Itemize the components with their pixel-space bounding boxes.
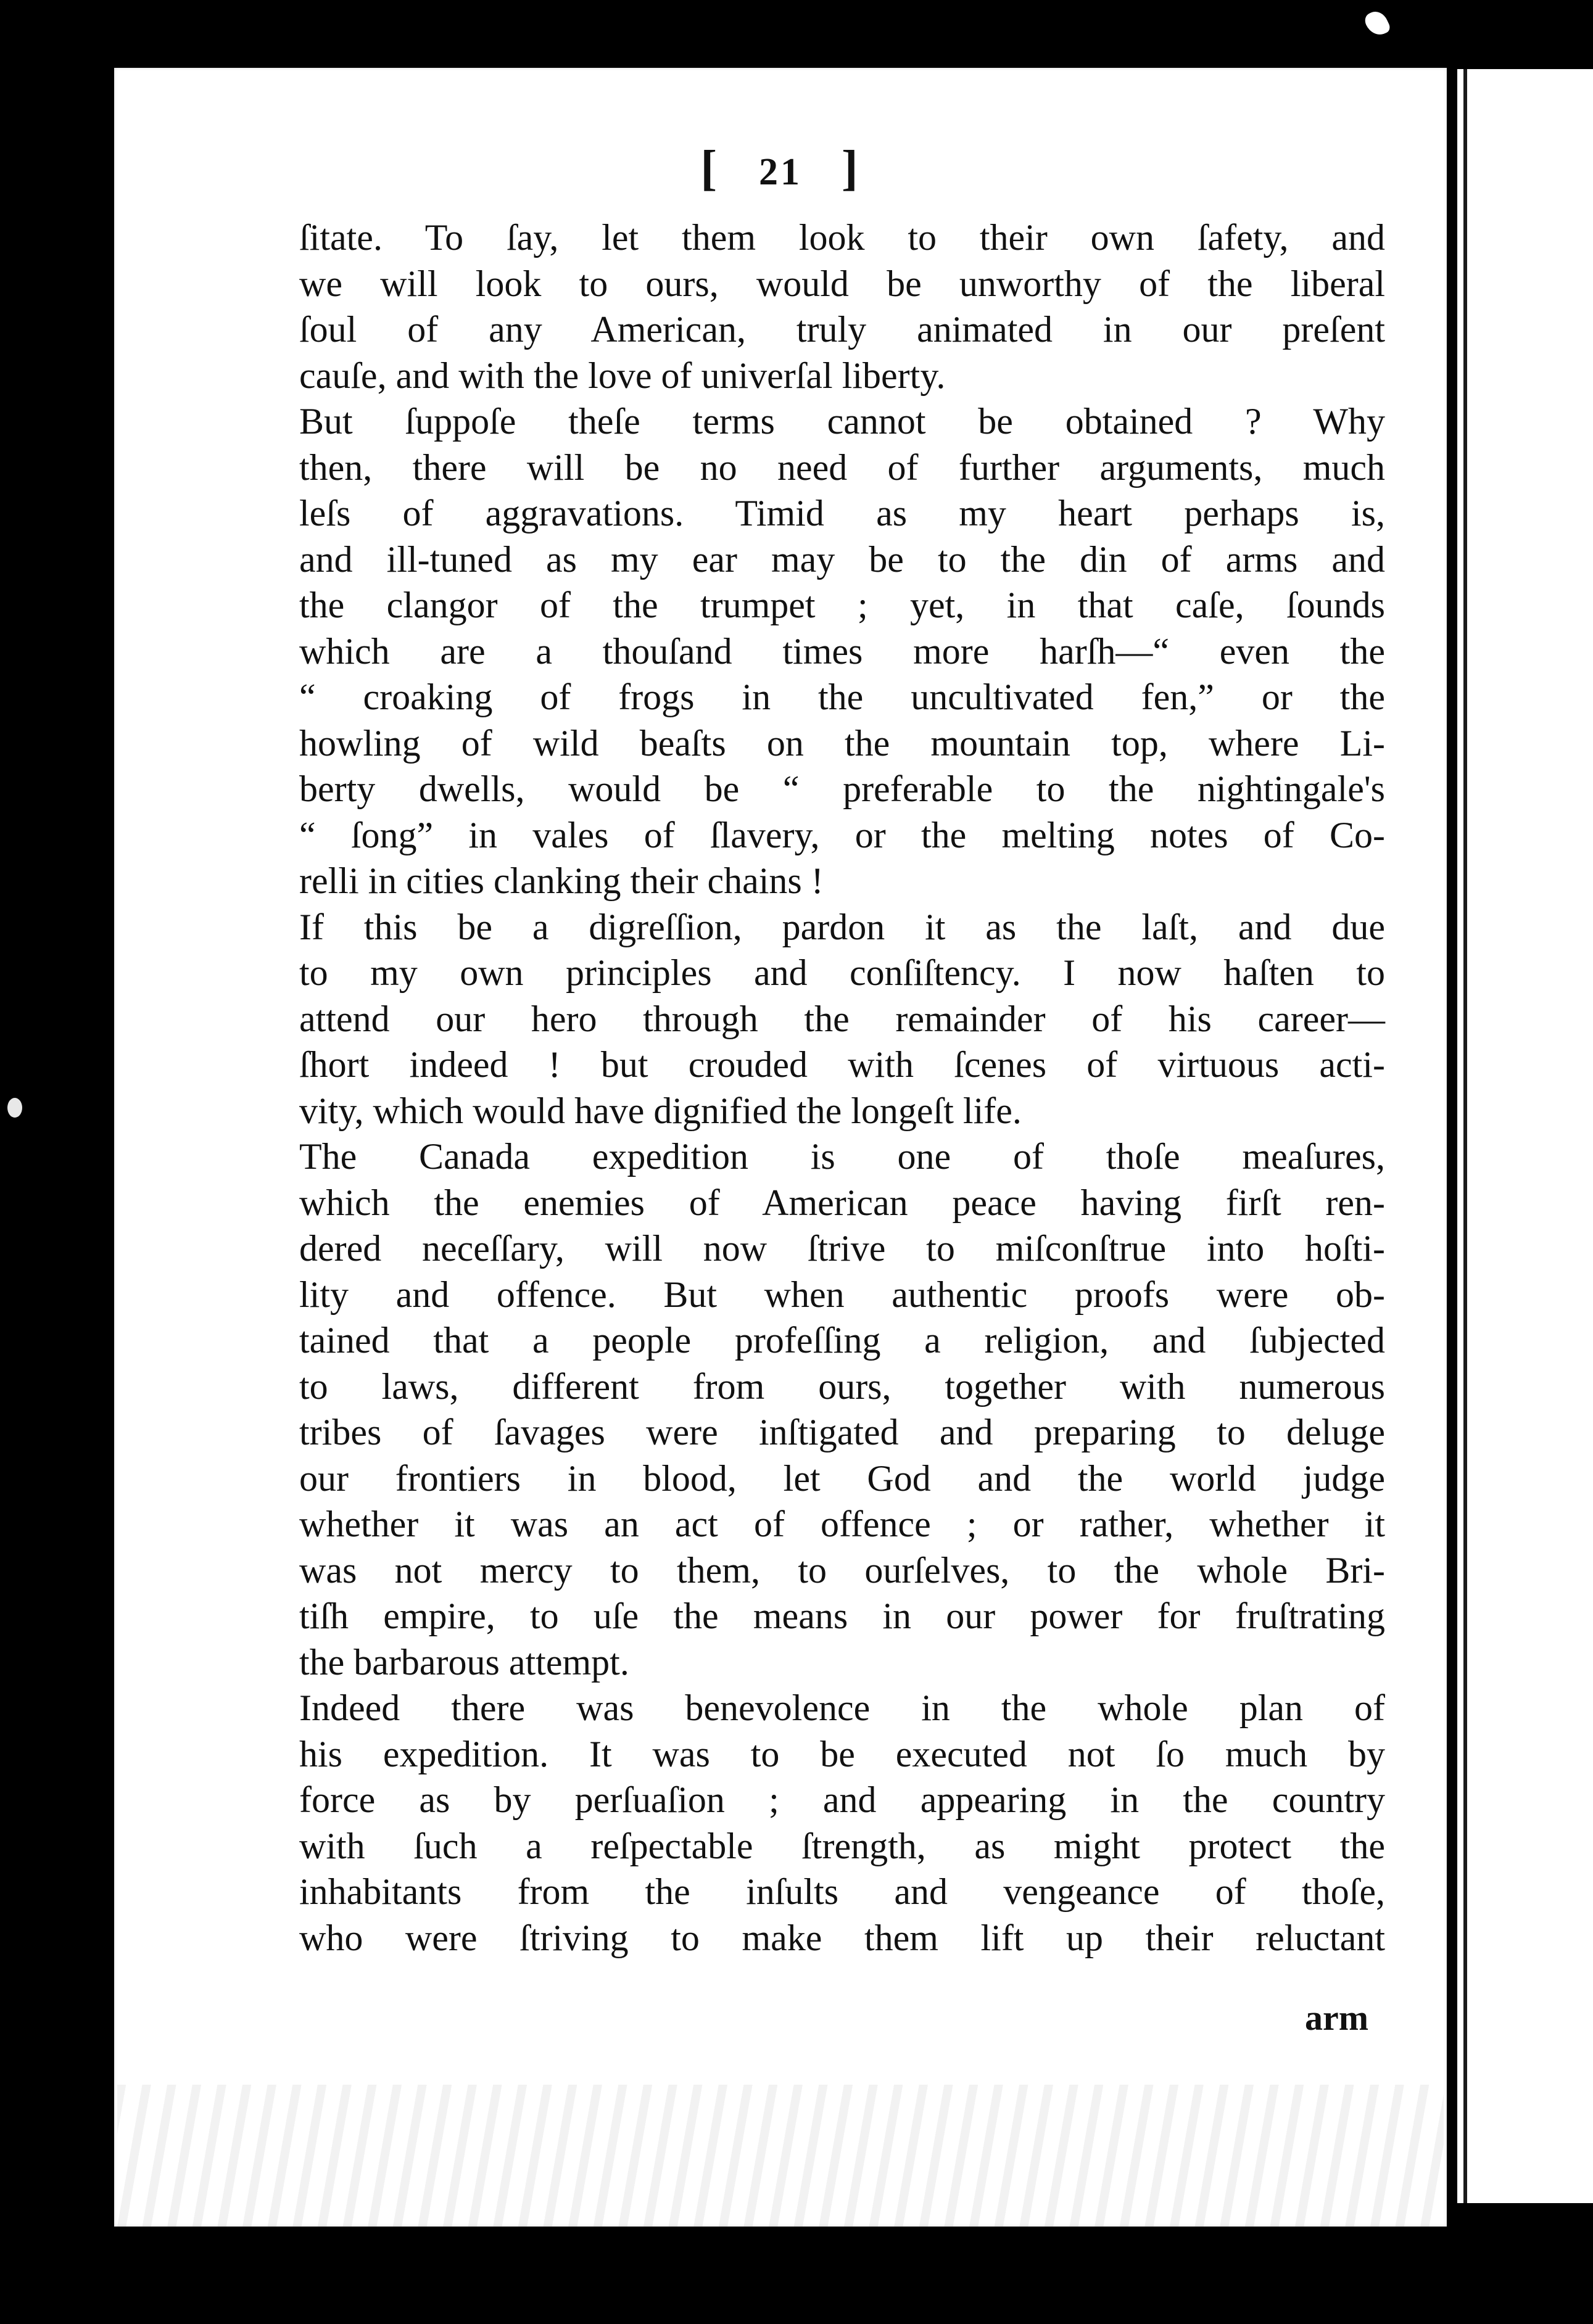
text-line: If this be a digreſſion, pardon it as the laſt, and due [299, 906, 1385, 947]
book-page [114, 68, 1447, 2227]
scan-speck [7, 1098, 22, 1118]
text-line: Indeed there was benevolence in the whole plan of [299, 1687, 1385, 1728]
catchword: arm [1305, 1998, 1369, 2038]
text-line: ſhort indeed ! but crouded with ſcenes of virtuous acti- [299, 1044, 1385, 1085]
text-line: “ croaking of frogs in the uncultivated fen,” or the [299, 677, 1385, 717]
text-line: lity and offence. But when authentic proofs were ob- [299, 1274, 1385, 1315]
text-line: the clangor of the trumpet ; yet, in that caſe, ſounds [299, 585, 1385, 625]
text-line: with ſuch a reſpectable ſtrength, as might protect the [299, 1825, 1385, 1866]
text-line: tiſh empire, to uſe the means in our power for fruſtrating [299, 1596, 1385, 1636]
text-line: our frontiers in blood, let God and the world judge [299, 1457, 1385, 1499]
paper-fleck [1362, 8, 1392, 39]
text-line: relli in cities clanking their chains ! [299, 860, 824, 901]
text-line: the barbarous attempt. [299, 1641, 629, 1683]
text-line: was not mercy to them, to ourſelves, to the whole Bri- [299, 1549, 1385, 1591]
text-line: which are a thouſand times more harſh—“ even the [299, 630, 1385, 672]
text-line: leſs of aggravations. Timid as my heart perhaps is, [299, 493, 1385, 534]
text-line: howling of wild beaſts on the mountain top, where Li- [299, 722, 1385, 764]
page-foot-smudge [117, 2085, 1444, 2245]
text-line: to my own principles and conſiſtency. I now haſten to [299, 952, 1385, 993]
header-close-bracket: ] [842, 141, 861, 196]
text-line: whether it was an act of offence ; or rather, whether it [299, 1504, 1385, 1544]
text-line: dered neceſſary, will now ſtrive to miſconſtrue into hoſti- [299, 1228, 1385, 1269]
text-line: attend our hero through the remainder of his career— [299, 998, 1385, 1039]
page-header [114, 141, 1447, 197]
text-line: and ill-tuned as my ear may be to the din of arms and [299, 538, 1385, 580]
text-line: vity, which would have dignified the longeſt life. [299, 1090, 1022, 1131]
text-line: inhabitants from the inſults and vengeance of thoſe, [299, 1871, 1385, 1912]
text-line: berty dwells, would be “ preferable to the nightingale's [299, 768, 1385, 809]
body-text [299, 215, 1385, 1961]
text-line: tained that a people profeſſing a religion, and ſubjected [299, 1320, 1385, 1361]
text-line: to laws, different from ours, together with numerous [299, 1366, 1385, 1407]
text-line: who were ſtriving to make them lift up their reluctant [299, 1917, 1385, 1958]
facing-page-edge [1457, 69, 1593, 2203]
text-line: which the enemies of American peace having firſt ren- [299, 1182, 1385, 1223]
header-open-bracket: [ [700, 141, 719, 196]
text-line: ſoul of any American, truly animated in our preſent [299, 309, 1385, 350]
text-line: cauſe, and with the love of univerſal liberty. [299, 355, 946, 396]
text-line: tribes of ſavages were inſtigated and preparing to deluge [299, 1412, 1385, 1452]
text-line: then, there will be no need of further arguments, much [299, 447, 1385, 488]
text-line: ſitate. To ſay, let them look to their own ſafety, and [299, 217, 1385, 258]
text-line: his expedition. It was to be executed not ſo much by [299, 1733, 1385, 1774]
text-line: force as by perſuaſion ; and appearing in the country [299, 1779, 1385, 1820]
page-number: 21 [759, 151, 802, 193]
text-line: The Canada expedition is one of thoſe meaſures, [299, 1136, 1385, 1177]
text-line: “ ſong” in vales of ſlavery, or the melting notes of Co- [299, 814, 1385, 855]
text-line: But ſuppoſe theſe terms cannot be obtained ? Why [299, 401, 1385, 442]
page-gutter-line [1463, 69, 1467, 2203]
text-line: we will look to ours, would be unworthy of the liberal [299, 263, 1385, 304]
